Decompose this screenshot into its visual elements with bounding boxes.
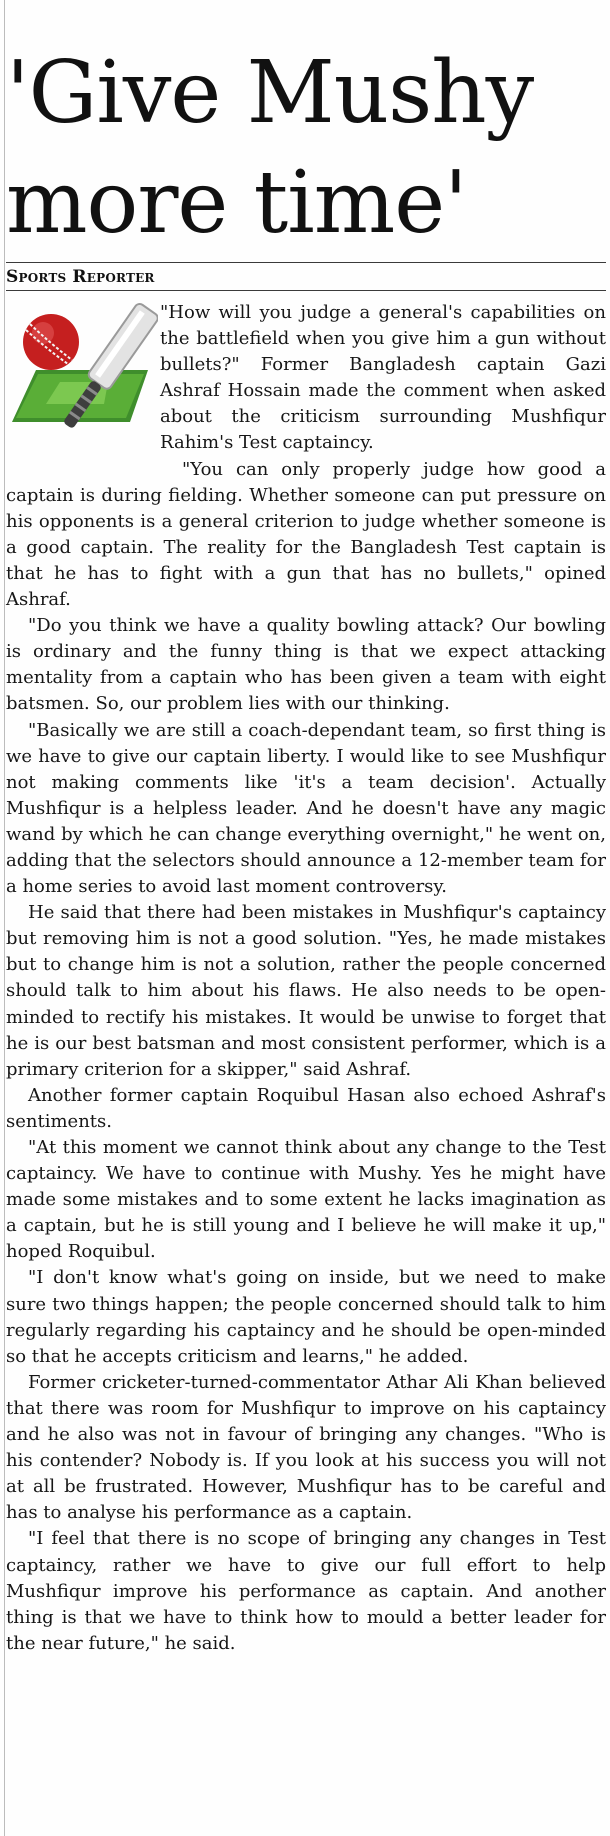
paragraph: Former cricketer-turned-commentator Athar Ali Khan believed that there was room for Mushfiqur to improve on his captaincy and he also was not in favour of bringing any changes. "Who is his contender? Nobody is. If you look at his success you will not at all be frustrated. However, Mushfiqur has to be careful and has to analyse his performance as a captain. <box>6 1371 606 1524</box>
paragraph: He said that there had been mistakes in Mushfiqur's captaincy but removing him is not a good solution. "Yes, he made mistakes but to change him is not a solution, rather the people concerned should talk to him about his flaws. He also needs to be open-minded to rectify his mistakes. It would be unwise to forget that he is our best batsman and most consistent performer, which is a primary criterion for a skipper," said Ashraf. <box>6 902 606 1080</box>
paragraph: Another former captain Roquibul Hasan also echoed Ashraf's sentiments. <box>6 1084 606 1132</box>
byline: Sports Reporter <box>6 267 155 287</box>
article-headline <box>6 38 533 258</box>
paragraph: "I feel that there is no scope of bringing any changes in Test captaincy, rather we have to give our full effort to help Mushfiqur improve his performance as captain. And another thing is that we have to think how to mould a better leader for the near future," he said. <box>6 1528 606 1654</box>
headline-line-2: more time' <box>6 153 467 253</box>
paragraph: "You can only properly judge how good a captain is during fielding. Whether someone can put pressure on his opponents is a general criterion to judge whether someone is a good captain. The reality for the Bangladesh Test captain is that he has to fight with a gun that has no bullets," opined Ashraf. <box>6 458 606 611</box>
byline-bottom-rule <box>6 290 606 291</box>
image-float-spacer <box>6 300 160 460</box>
byline-top-rule <box>6 262 606 263</box>
paragraph: "How will you judge a general's capabilities on the battlefield when you give him a gun without bullets?" Former Bangladesh captain Gazi Ashraf Hossain made the comment when asked about the criticism surrounding Mushfiqur Rahim's Test captaincy. <box>160 302 606 454</box>
headline-line-1: 'Give Mushy <box>6 43 534 143</box>
article-body <box>6 300 606 1657</box>
page-edge-line <box>4 0 5 1836</box>
paragraph: "At this moment we cannot think about any change to the Test captaincy. We have to continue with Mushy. Yes he might have made some mistakes and to some extent he lacks imagination as a captain, but he is still young and I believe he will make it up," hoped Roquibul. <box>6 1137 606 1263</box>
paragraph: "Basically we are still a coach-dependant team, so first thing is we have to give our captain liberty. I would like to see Mushfiqur not making comments like 'it's a team decision'. Actually Mushfiqur is a helpless leader. And he doesn't have any magic wand by which he can change everything overnight," he went on, adding that the selectors should announce a 12-member team for a home series to avoid last moment controversy. <box>6 719 606 898</box>
paragraph: "Do you think we have a quality bowling attack? Our bowling is ordinary and the funny thing is that we expect attacking mentality from a captain who has been given a team with eight batsmen. So, our problem lies with our thinking. <box>6 615 606 715</box>
paragraph: "I don't know what's going on inside, but we need to make sure two things happen; the people concerned should talk to him regularly regarding his captaincy and he should be open-minded so that he accepts criticism and learns," he added. <box>6 1267 606 1367</box>
